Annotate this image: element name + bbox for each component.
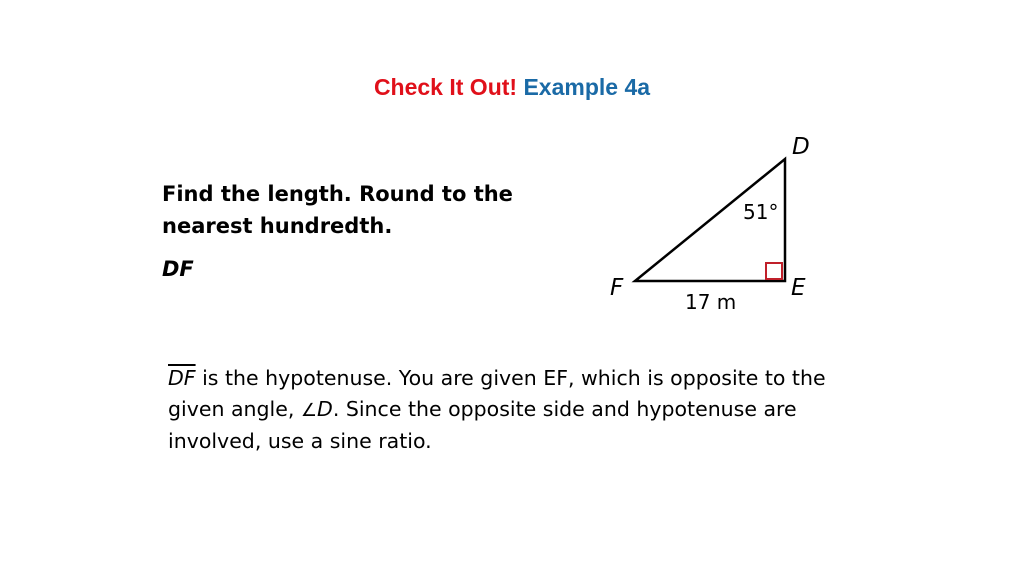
vertex-label-f: F [610, 275, 624, 301]
explanation-text-1: is the hypotenuse. You are given EF, which is opposite to the given angle, [168, 366, 826, 421]
vertex-label-d: D [792, 134, 810, 160]
title-check-it-out: Check It Out! [373, 74, 518, 100]
title-example: Example 4a [523, 74, 651, 100]
angle-variable: D [317, 397, 333, 421]
explanation-paragraph [168, 363, 858, 457]
triangle-figure [600, 128, 840, 318]
explanation-text-2: . Since the opposite side and hypotenuse are involved, use a sine ratio. [168, 397, 797, 453]
instruction-line-2: nearest hundredth. [162, 214, 393, 238]
right-angle-marker [766, 263, 782, 279]
target-segment: DF [162, 257, 194, 281]
angle-icon: ∠ [300, 400, 318, 421]
vertex-label-e: E [791, 275, 806, 301]
problem-statement [162, 178, 513, 285]
segment-df: $\overline{DF}$ [168, 366, 196, 390]
side-label-ef: 17 m [685, 290, 737, 314]
instruction-line-1: Find the length. Round to the [162, 182, 513, 206]
slide-title [0, 74, 1024, 101]
angle-label: 51° [743, 200, 779, 224]
